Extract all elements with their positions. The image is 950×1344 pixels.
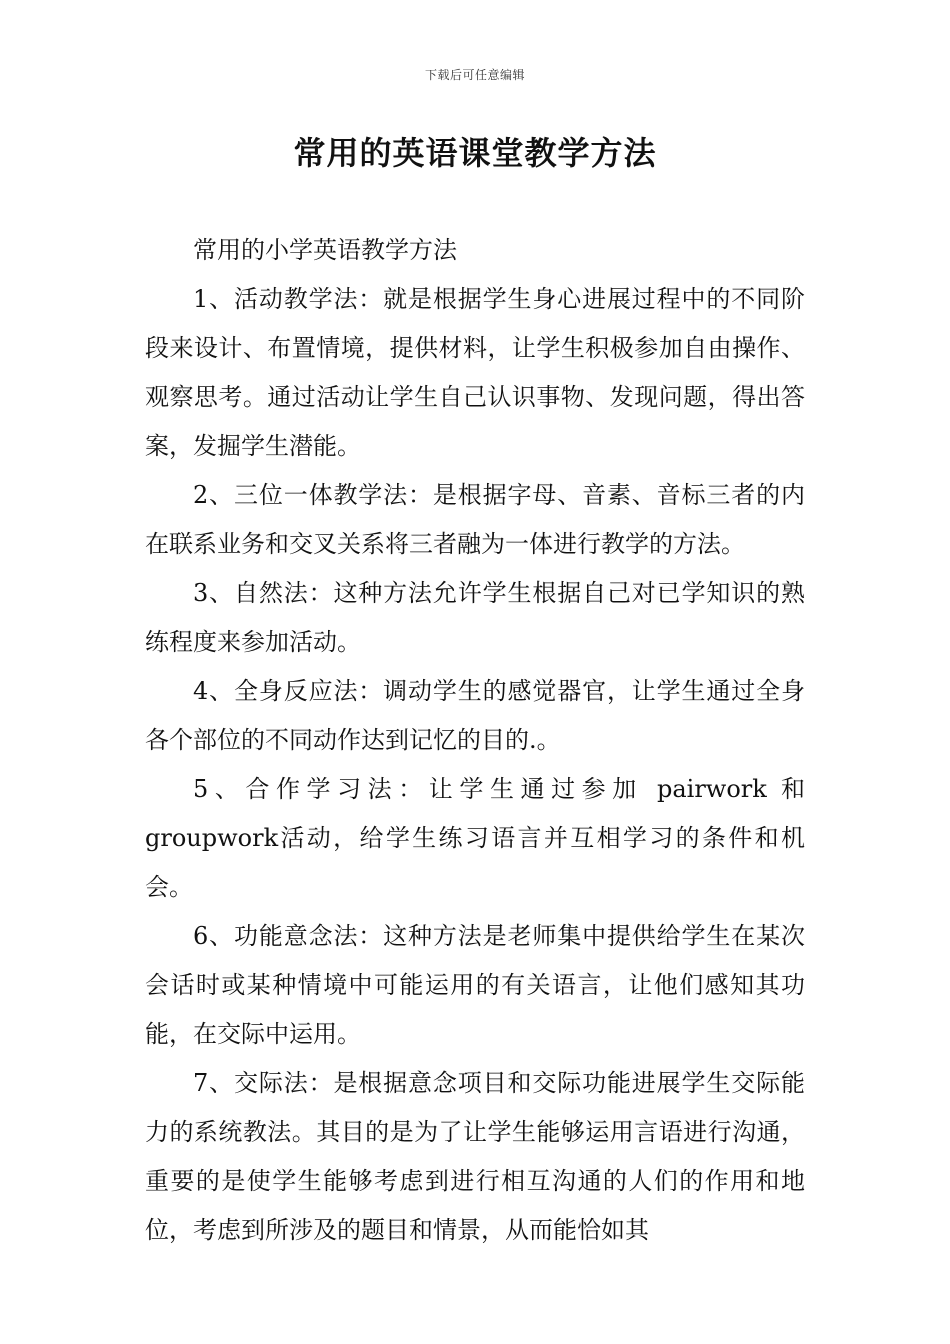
page-title: 常用的英语课堂教学方法 [293,134,657,172]
header-note: 下载后可任意编辑 [424,68,525,82]
paragraph-method-2: 2、三位一体教学法：是根据字母、音素、音标三者的内在联系业务和交叉关系将三者融为一体进行教学的方法。 [145,481,805,558]
paragraph-method-4: 4、全身反应法：调动学生的感觉器官，让学生通过全身各个部位的不同动作达到记忆的目的.。 [145,677,805,754]
paragraph-method-3: 3、自然法：这种方法允许学生根据自己对已学知识的熟练程度来参加活动。 [145,579,805,656]
paragraph-method-1: 1、活动教学法：就是根据学生身心进展过程中的不同阶段来设计、布置情境，提供材料，让学生积极参加自由操作、观察思考。通过活动让学生自己认识事物、发现问题，得出答案，发掘学生潜能。 [145,285,805,460]
paragraph-method-5: 5、合作学习法：让学生通过参加 pairwork 和 groupwork活动，给学生练习语言并互相学习的条件和机会。 [145,775,805,901]
document-body [145,226,805,1255]
paragraph-subtitle: 常用的小学英语教学方法 [193,236,457,264]
paragraph-method-6: 6、功能意念法：这种方法是老师集中提供给学生在某次会话时或某种情境中可能运用的有关语言，让他们感知其功能，在交际中运用。 [145,922,805,1048]
paragraph-method-7: 7、交际法：是根据意念项目和交际功能进展学生交际能力的系统教法。其目的是为了让学生能够运用言语进行沟通，重要的是使学生能够考虑到进行相互沟通的人们的作用和地位，考虑到所涉及的题目和情景，从而能恰如其 [145,1069,805,1244]
